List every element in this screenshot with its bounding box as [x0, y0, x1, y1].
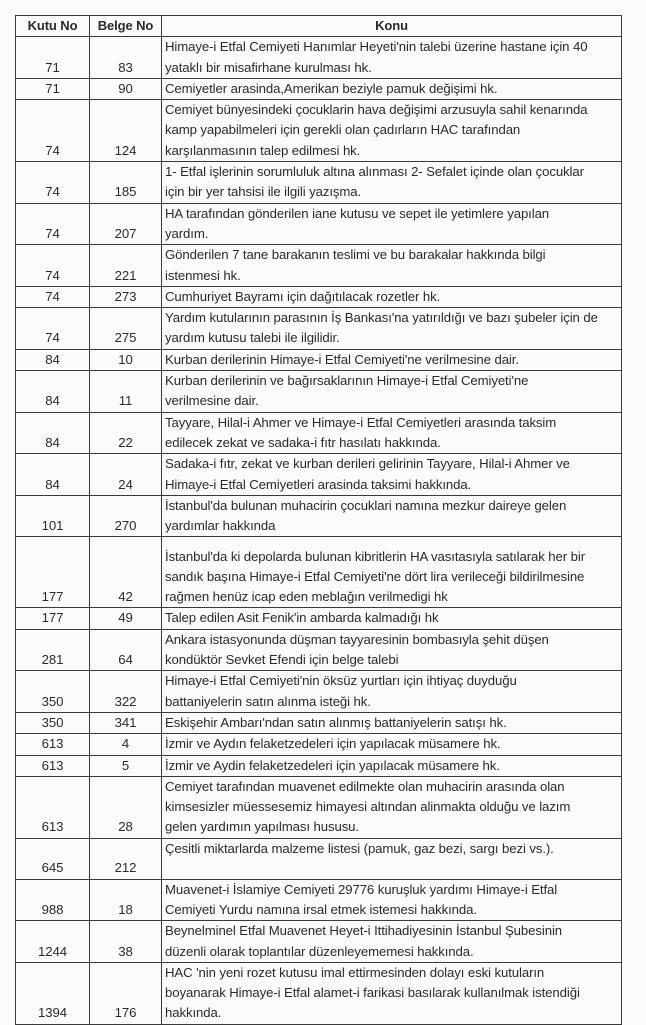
konu-line: İstanbul'da bulunan muhacirin çocuklari namına mezkur daireye gelen: [165, 497, 567, 513]
cell-konu: [162, 203, 622, 245]
konu-line: kamp yapabilmeleri için gerekli olan çadırların HAC tarafından: [165, 122, 521, 138]
konu-line: boyanarak Himaye-i Etfal alamet-i farikasi basılarak kullanılmak istendiği: [165, 985, 580, 1001]
cell-kutu-no: 613: [16, 755, 90, 776]
cell-kutu-no: 645: [16, 838, 90, 879]
cell-konu: [162, 308, 622, 350]
konu-line: Himaye-i Etfal Cemiyeti'nin öksüz yurtları için ihtiyaç duyduğu: [165, 673, 517, 689]
konu-line: Cemiyeti Yurdu namına irsal etmek istemesi hakkında.: [165, 901, 477, 917]
cell-belge-no: 90: [90, 78, 162, 99]
table-row: [16, 879, 622, 921]
konu-line: rağmen henüz icap eden meblağın verilmedigi hk: [165, 589, 448, 605]
table-row: [16, 371, 622, 413]
cell-kutu-no: 74: [16, 100, 90, 162]
cell-kutu-no: 74: [16, 245, 90, 287]
cell-konu: [162, 712, 622, 733]
cell-belge-no: 270: [90, 495, 162, 537]
header-konu: Konu: [162, 16, 622, 37]
cell-konu: [162, 371, 622, 413]
cell-belge-no: 28: [90, 776, 162, 838]
cell-konu: [162, 608, 622, 629]
cell-konu: [162, 537, 622, 608]
konu-line: istenmesi hk.: [165, 267, 241, 283]
cell-kutu-no: 84: [16, 371, 90, 413]
cell-konu: [162, 286, 622, 307]
cell-kutu-no: 613: [16, 734, 90, 755]
table-header-row: [16, 16, 622, 37]
cell-belge-no: 273: [90, 286, 162, 307]
cell-belge-no: 322: [90, 671, 162, 713]
cell-belge-no: 49: [90, 608, 162, 629]
cell-kutu-no: 613: [16, 776, 90, 838]
table-row: [16, 755, 622, 776]
table-row: [16, 203, 622, 245]
cell-belge-no: 38: [90, 921, 162, 963]
cell-belge-no: 64: [90, 629, 162, 671]
konu-line: Yardım kutularının parasının İş Bankası'na yatırıldığı ve bazı şubeler için de: [165, 310, 598, 326]
konu-line: karşılanmasının talep edilmesi hk.: [165, 142, 361, 158]
konu-line: Gönderilen 7 tane barakanın teslimi ve bu barakalar hakkında bilgi: [165, 247, 546, 263]
table-row: [16, 671, 622, 713]
cell-kutu-no: 1394: [16, 962, 90, 1024]
konu-line: kondüktör Sevket Efendi için belge talebi: [165, 652, 399, 668]
cell-kutu-no: 84: [16, 412, 90, 454]
table-row: [16, 454, 622, 496]
konu-line: Tayyare, Hilal-i Ahmer ve Himaye-i Etfal Cemiyetleri arasında taksim: [165, 414, 557, 430]
cell-belge-no: 24: [90, 454, 162, 496]
archive-table: [15, 15, 622, 1025]
table-row: [16, 962, 622, 1024]
cell-konu: [162, 454, 622, 496]
cell-belge-no: 22: [90, 412, 162, 454]
konu-line: hakkında.: [165, 1005, 222, 1021]
cell-konu: [162, 162, 622, 204]
konu-line: Eskişehir Ambarı'ndan satın alınmış battaniyelerin satışı hk.: [165, 714, 507, 730]
cell-belge-no: 11: [90, 371, 162, 413]
cell-kutu-no: 350: [16, 712, 90, 733]
cell-kutu-no: 74: [16, 162, 90, 204]
cell-belge-no: 42: [90, 537, 162, 608]
table-row: [16, 629, 622, 671]
konu-line: HA tarafından gönderilen iane kutusu ve sepet ile yetimlere yapılan: [165, 205, 550, 221]
cell-konu: [162, 962, 622, 1024]
konu-line: 1- Etfal işlerinin sorumluluk altına alınması 2- Sefalet içinde olan çocuklar: [165, 164, 584, 180]
cell-kutu-no: 1244: [16, 921, 90, 963]
cell-konu: [162, 879, 622, 921]
cell-belge-no: 207: [90, 203, 162, 245]
table-row: [16, 308, 622, 350]
cell-konu: [162, 671, 622, 713]
table-row: [16, 608, 622, 629]
konu-line: HAC 'nin yeni rozet kutusu imal ettirmesinden dolayı eski kutuların: [165, 964, 545, 980]
konu-line: gelen yardımın yapılması hususu.: [165, 819, 359, 835]
header-kutu-no: Kutu No: [16, 16, 90, 37]
konu-line: Cemiyet tarafından muavenet edilmekte olan muhacirin arasında olan: [165, 778, 565, 794]
konu-line: Çesitli miktarlarda malzeme listesi (pamuk, gaz bezi, sargı bezi vs.).: [165, 840, 554, 856]
table-row: [16, 712, 622, 733]
cell-belge-no: 221: [90, 245, 162, 287]
table-row: [16, 776, 622, 838]
cell-konu: [162, 734, 622, 755]
cell-konu: [162, 37, 622, 79]
cell-kutu-no: 988: [16, 879, 90, 921]
cell-belge-no: 4: [90, 734, 162, 755]
cell-belge-no: 176: [90, 962, 162, 1024]
konu-line: İzmir ve Aydin felaketzedeleri için yapılacak müsamere hk.: [165, 757, 500, 773]
konu-line: için bir yer tahsisi ile ilgili yazışma.: [165, 184, 362, 200]
cell-kutu-no: 177: [16, 537, 90, 608]
cell-kutu-no: 71: [16, 78, 90, 99]
cell-belge-no: 10: [90, 349, 162, 370]
cell-konu: [162, 629, 622, 671]
konu-line: İstanbul'da ki depolarda bulunan kibritlerin HA vasıtasıyla satılarak her bir: [165, 548, 585, 564]
cell-kutu-no: 74: [16, 308, 90, 350]
konu-line: Himaye-i Etfal Cemiyeti Hanımlar Heyeti'nin talebi üzerine hastane için 40: [165, 39, 588, 55]
cell-kutu-no: 281: [16, 629, 90, 671]
konu-line: Muavenet-i İslamiye Cemiyeti 29776 kuruşluk yardımı Himaye-i Etfal: [165, 881, 558, 897]
konu-line: Sadaka-i fıtr, zekat ve kurban derileri gelirinin Tayyare, Hilal-i Ahmer ve: [165, 456, 570, 472]
table-row: [16, 734, 622, 755]
cell-konu: [162, 349, 622, 370]
cell-konu: [162, 100, 622, 162]
konu-line: sandık başına Himaye-i Etfal Cemiyeti'ne dört lira verileceği bildirilmesine: [165, 568, 585, 584]
konu-line: battaniyelerin satın alınma isteği hk.: [165, 693, 371, 709]
table-row: [16, 162, 622, 204]
cell-kutu-no: 84: [16, 349, 90, 370]
cell-belge-no: 185: [90, 162, 162, 204]
konu-line: Cemiyet bünyesindeki çocuklarin hava değişimi arzusuyla sahil kenarında: [165, 102, 588, 118]
cell-belge-no: 18: [90, 879, 162, 921]
table-body: [16, 37, 622, 1024]
cell-belge-no: 5: [90, 755, 162, 776]
konu-line: yardım.: [165, 225, 209, 241]
table-row: [16, 537, 622, 608]
cell-konu: [162, 495, 622, 537]
konu-line: Kurban derilerinin ve bağırsaklarının Himaye-i Etfal Cemiyeti'ne: [165, 373, 529, 389]
cell-konu: [162, 245, 622, 287]
konu-line: yataklı bir misafirhane kurulması hk.: [165, 59, 372, 75]
konu-line: Cumhuriyet Bayramı için dağıtılacak rozetler hk.: [165, 288, 441, 304]
cell-belge-no: 124: [90, 100, 162, 162]
table-row: [16, 286, 622, 307]
table-row: [16, 78, 622, 99]
cell-kutu-no: 74: [16, 286, 90, 307]
cell-kutu-no: 101: [16, 495, 90, 537]
cell-belge-no: 275: [90, 308, 162, 350]
cell-belge-no: 83: [90, 37, 162, 79]
konu-line: Kurban derilerinin Himaye-i Etfal Cemiyeti'ne verilmesine dair.: [165, 351, 519, 367]
konu-line: verilmesine dair.: [165, 393, 259, 409]
table-row: [16, 412, 622, 454]
table-row: [16, 349, 622, 370]
table-row: [16, 37, 622, 79]
konu-line: edilecek zekat ve sadaka-i fıtr hasılatı hakkında.: [165, 434, 441, 450]
konu-line: kimsesizler müessesemiz himayesi altından alinmakta olduğu ve lazım: [165, 799, 571, 815]
cell-kutu-no: 177: [16, 608, 90, 629]
cell-konu: [162, 921, 622, 963]
table-row: [16, 495, 622, 537]
cell-konu: [162, 776, 622, 838]
cell-kutu-no: 84: [16, 454, 90, 496]
cell-konu: [162, 78, 622, 99]
konu-line: Talep edilen Asit Fenik'in ambarda kalmadığı hk: [165, 610, 439, 626]
cell-konu: [162, 838, 622, 879]
konu-line: Ankara istasyonunda düşman tayyaresinin bombasıyla şehit düşen: [165, 631, 549, 647]
table-row: [16, 100, 622, 162]
konu-line: düzenli olarak toplantılar düzenleyememesi hakkında.: [165, 943, 474, 959]
cell-konu: [162, 412, 622, 454]
konu-line: İzmir ve Aydın felaketzedeleri için yapılacak müsamere hk.: [165, 736, 501, 752]
table-row: [16, 921, 622, 963]
konu-line: Beynelminel Etfal Muavenet Heyet-i Ittihadiyesinin İstanbul Şubesinin: [165, 923, 563, 939]
cell-kutu-no: 74: [16, 203, 90, 245]
cell-belge-no: 212: [90, 838, 162, 879]
konu-line: yardımlar hakkında: [165, 518, 276, 534]
konu-line: Cemiyetler arasinda,Amerikan beziyle pamuk değişimi hk.: [165, 80, 498, 96]
cell-kutu-no: 71: [16, 37, 90, 79]
table-row: [16, 245, 622, 287]
header-belge-no: Belge No: [90, 16, 162, 37]
table-row: [16, 838, 622, 879]
cell-konu: [162, 755, 622, 776]
konu-line: Himaye-i Etfal Cemiyetleri arasinda taksimi hakkında.: [165, 476, 472, 492]
cell-belge-no: 341: [90, 712, 162, 733]
konu-line: yardım kutusu talebi ile ilgilidir.: [165, 330, 340, 346]
cell-kutu-no: 350: [16, 671, 90, 713]
